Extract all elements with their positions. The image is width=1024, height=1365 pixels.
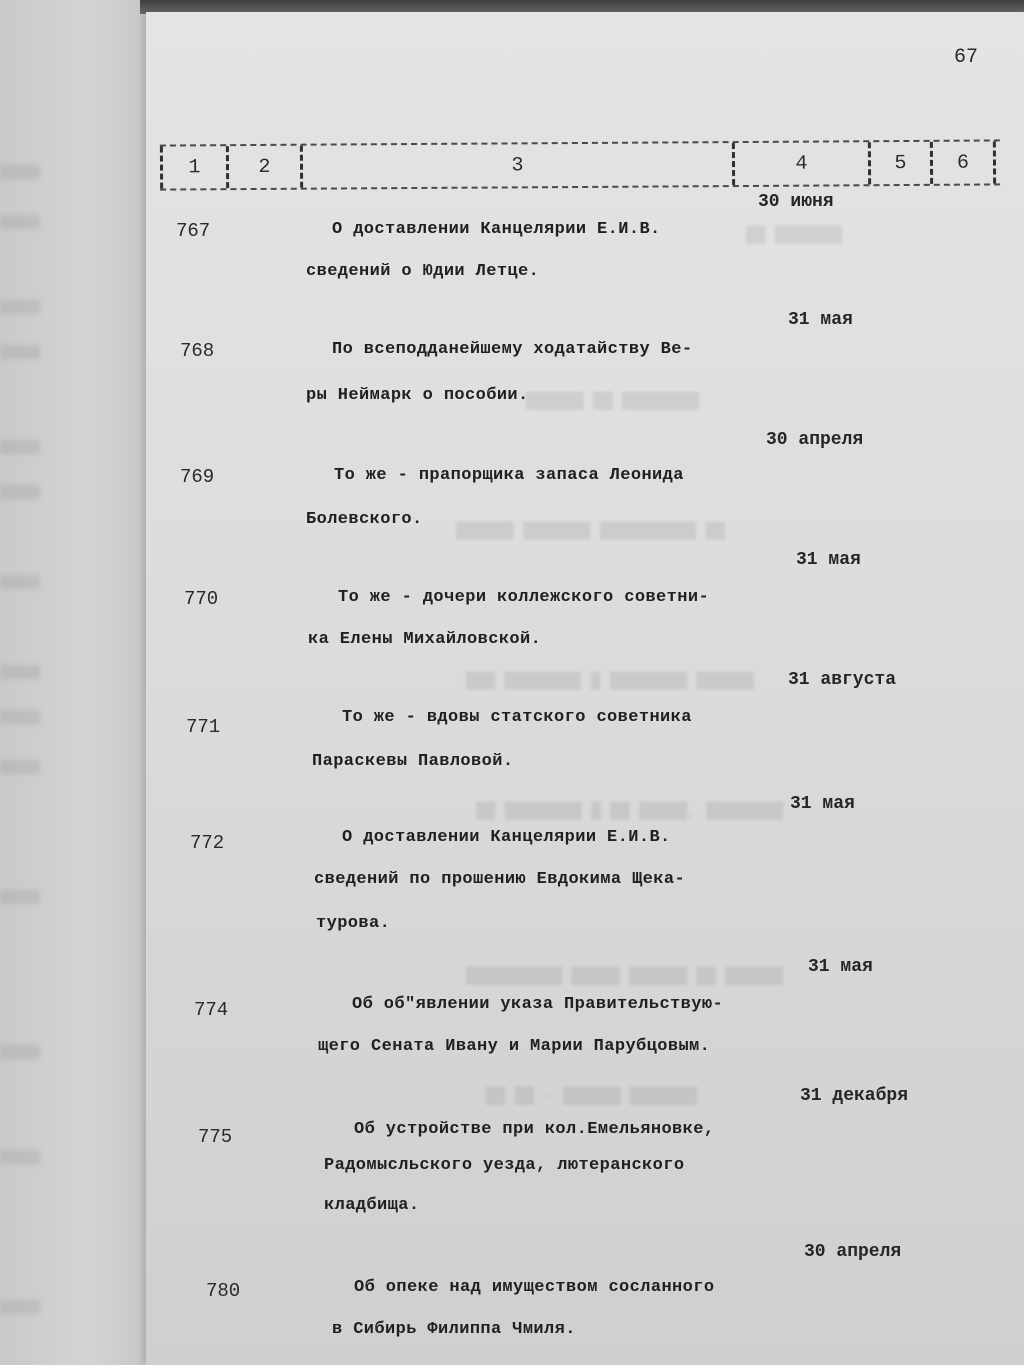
- entry-text-line: То же - дочери коллежского советни-: [338, 588, 710, 607]
- entry-date: 31 мая: [790, 794, 855, 814]
- entry-number: 767: [176, 220, 211, 242]
- entry-text-line: в Сибирь Филиппа Чмиля.: [332, 1320, 576, 1339]
- column-header-1: 1: [160, 146, 226, 188]
- entry-text-line: О доставлении Канцелярии Е.И.В.: [342, 828, 671, 847]
- ghost-text: [0, 710, 40, 724]
- page-number: 67: [954, 46, 979, 69]
- ghost-text: [0, 485, 40, 499]
- ghost-text: [0, 665, 40, 679]
- entry-text-line: сведений о Юдии Летце.: [306, 262, 540, 281]
- entry-number: 771: [186, 716, 221, 738]
- entry-date: 31 мая: [796, 550, 861, 570]
- bleed-through-text: ██████████ █████ ██████ ██ ██████: [466, 967, 783, 985]
- entry-number: 775: [198, 1126, 233, 1148]
- ghost-text: [0, 215, 40, 229]
- ghost-text: [0, 760, 40, 774]
- entry-date: 31 мая: [808, 957, 873, 977]
- entry-number: 769: [180, 466, 215, 488]
- entry-text-line: Об устройстве при кол.Емельяновке,: [354, 1120, 715, 1139]
- column-header-3: 3: [300, 143, 732, 188]
- entry-number: 770: [184, 588, 219, 610]
- entry-text-line: ры Неймарк о пособии.: [306, 386, 529, 405]
- bleed-through-text: ██████ ██ ████████: [526, 392, 699, 410]
- entry-date: 30 апреля: [766, 430, 864, 450]
- entry-date: 31 августа: [788, 670, 897, 690]
- entry-text-line: Об опеке над имуществом сосланного: [354, 1278, 715, 1297]
- entry-date: 30 апреля: [804, 1242, 902, 1262]
- entry-date: 31 декабря: [800, 1086, 909, 1106]
- ghost-text: [0, 575, 40, 589]
- entry-text-line: сведений по прошению Евдокима Щека-: [314, 870, 686, 889]
- bleed-through-text: ██ ████████ █ ██ █████, ████████: [476, 802, 784, 820]
- column-header-5: 5: [868, 142, 930, 184]
- ghost-text: [0, 345, 40, 359]
- column-header-6: 6: [930, 141, 996, 183]
- ghost-text: [0, 1150, 40, 1164]
- entry-number: 772: [190, 832, 225, 854]
- ghost-text: [0, 300, 40, 314]
- entry-number: 768: [180, 340, 215, 362]
- ghost-text: [0, 1300, 40, 1314]
- entry-date: 31 мая: [788, 310, 853, 330]
- entry-number: 780: [206, 1280, 241, 1302]
- bleed-through-text: ██████ ███████ ██████████ ██: [456, 522, 725, 540]
- entry-text-line: Параскевы Павловой.: [312, 752, 514, 771]
- entry-text-line: Об об"явлении указа Правительствую-: [352, 995, 724, 1014]
- entry-text-line: турова.: [316, 914, 391, 933]
- entry-text-line: Болевского.: [306, 510, 423, 529]
- entry-text-line: кладбища.: [324, 1196, 420, 1215]
- bleed-through-text: ██ ██ - ██████ ███████: [486, 1087, 698, 1105]
- entry-text-line: О доставлении Канцелярии Е.И.В.: [332, 220, 661, 239]
- column-header-ruler: [160, 139, 1000, 190]
- document-page: [146, 12, 1024, 1365]
- entry-text-line: щего Сената Ивану и Марии Парубцовым.: [318, 1037, 711, 1056]
- column-header-4: 4: [732, 142, 868, 185]
- entry-text-line: Радомысльского уезда, лютеранского: [324, 1156, 685, 1175]
- ghost-text: [0, 1045, 40, 1059]
- entry-text-line: То же - прапорщика запаса Леонида: [334, 466, 684, 485]
- entry-text-line: По всеподданейшему ходатайству Ве-: [332, 340, 693, 359]
- entry-text-line: ка Елены Михайловской.: [308, 630, 542, 649]
- bleed-through-text: ██ ███████: [746, 226, 843, 244]
- ghost-text: [0, 890, 40, 904]
- entry-date: 30 июня: [758, 192, 834, 212]
- column-header-2: 2: [226, 146, 300, 188]
- ghost-text: [0, 440, 40, 454]
- entry-text-line: То же - вдовы статского советника: [342, 708, 692, 727]
- previous-page-edge: [0, 0, 150, 1365]
- entry-number: 774: [194, 999, 229, 1021]
- ghost-text: [0, 165, 40, 179]
- bleed-through-text: ███ ████████ █ ████████ ██████: [466, 672, 755, 690]
